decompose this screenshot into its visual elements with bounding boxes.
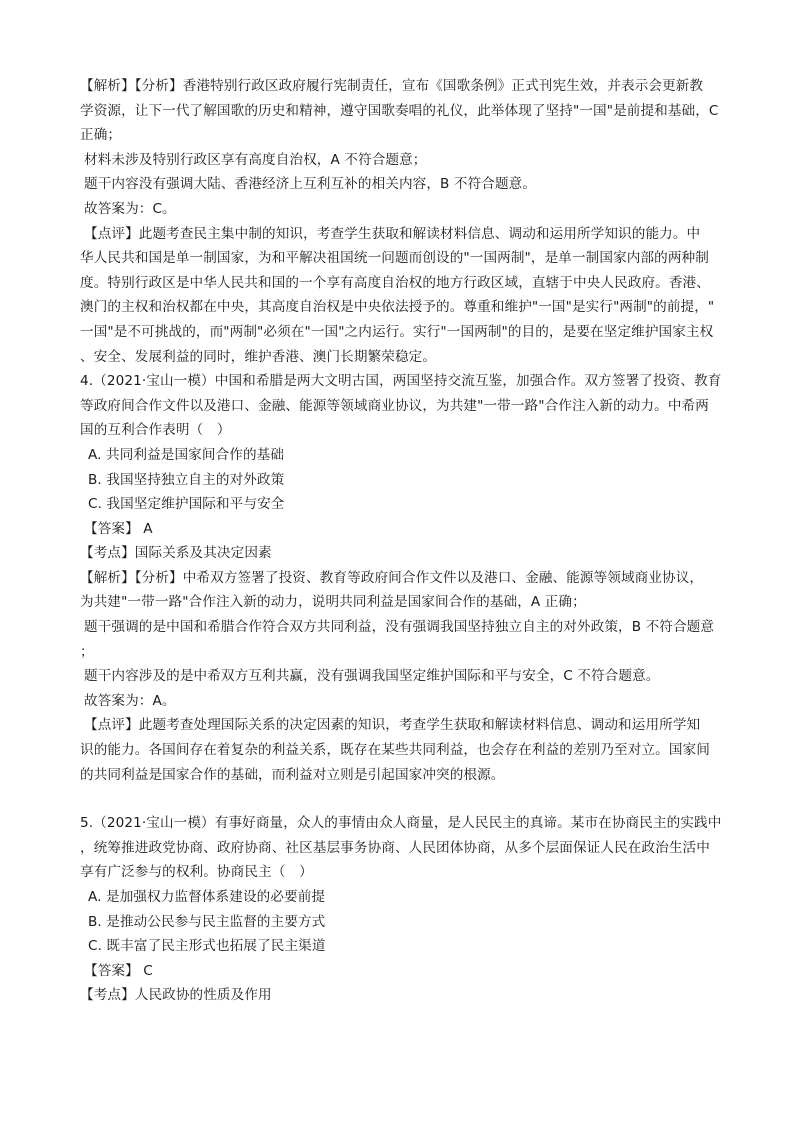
comment-line: 的共同利益是国家合作的基础，而利益对立则是引起国家冲突的根源。: [80, 766, 505, 783]
analysis-line: 学资源，让下一代了解国歌的历史和精神，遵守国歌奏唱的礼仪，此举体现了坚持"一国"是前提和基础，C: [80, 102, 719, 119]
analysis-line: 题干内容涉及的是中希双方互利共赢，没有强调我国坚定维护国际和平与安全，C 不符合题意。: [84, 668, 660, 685]
option-c: C. 我国坚定维护国际和平与安全: [88, 496, 285, 513]
option-b: B. 是推动公民参与民主监督的主要方式: [88, 913, 326, 930]
analysis-line: 为共建"一带一路"合作注入新的动力，说明共同利益是国家间合作的基础，A 正确；: [80, 594, 586, 611]
answer-summary: 故答案为：A。: [84, 692, 176, 709]
comment-line: 【点评】此题考查处理国际关系的决定因素的知识，考查学生获取和解读材料信息、调动和运用所学知: [84, 717, 701, 734]
analysis-line: 题干强调的是中国和希腊合作符合双方共同利益，没有强调我国坚持独立自主的对外政策，B 不符合题意: [84, 619, 715, 636]
comment-line: 【点评】此题考查民主集中制的知识，考查学生获取和解读材料信息、调动和运用所学知识的能力。中: [84, 225, 701, 242]
comment-line: 度。特别行政区是中华人民共和国的一个享有高度自治权的地方行政区域，直辖于中央人民政府。香港、: [80, 274, 710, 291]
option-b: B. 我国坚持独立自主的对外政策: [88, 471, 285, 488]
question-4: [80, 369, 722, 787]
kaodian-line: 【考点】国际关系及其决定因素: [80, 545, 272, 562]
question-stem: 国的互利合作表明（ ）: [80, 422, 231, 439]
question-stem: 5.（2021·宝山一模）有事好商量，众人的事情由众人商量，是人民民主的真谛。某市在协商民主的实践中: [80, 815, 722, 832]
question-stem: 等政府间合作文件以及港口、金融、能源等领域商业协议，为共建"一带一路"合作注入新的动力。中希两: [80, 397, 709, 414]
question-5: [80, 811, 722, 1008]
question-stem: ，统筹推进政党协商、政府协商、社区基层事务协商、人民团体协商，从多个层面保证人民在政治生活中: [80, 839, 710, 856]
question-stem: 4.（2021·宝山一模）中国和希腊是两大文明古国，两国坚持交流互鉴，加强合作。双方签署了投资、教育: [80, 373, 722, 390]
analysis-line: 材料未涉及特别行政区享有高度自治权，A 不符合题意；: [84, 151, 427, 168]
answer-line: 【答案】 A: [84, 520, 153, 537]
comment-line: 、安全、发展利益的同时，维护香港、澳门长期繁荣稳定。: [80, 348, 437, 365]
analysis-line: ；: [80, 643, 94, 660]
comment-line: 识的能力。各国间存在着复杂的利益关系，既存在某些共同利益，也会存在利益的差别乃至对立。国家间: [80, 742, 710, 759]
option-a: A. 是加强权力监督体系建设的必要前提: [88, 889, 326, 905]
comment-line: 一国"是不可挑战的，而"两制"必须在"一国"之内运行。实行"一国两制"的目的，是要在坚定维护国家主权: [80, 323, 714, 340]
kaodian-line: 【考点】人民政协的性质及作用: [80, 987, 272, 1004]
document-page: [80, 74, 722, 1008]
analysis-line: 题干内容没有强调大陆、香港经济上互利互补的相关内容，B 不符合题意。: [84, 176, 537, 193]
comment-line: 华人民共和国是单一制国家，为和平解决祖国统一问题而创设的"一国两制"，是单一制国家内部的两种制: [80, 250, 709, 267]
option-c: C. 既丰富了民主形式也拓展了民主渠道: [88, 938, 326, 955]
analysis-block-q3: [80, 74, 718, 369]
answer-summary: 故答案为：C。: [84, 200, 176, 217]
spacer: [80, 787, 718, 811]
analysis-line: 【解析】【分析】中希双方签署了投资、教育等政府间合作文件以及港口、金融、能源等领域商业协议，: [80, 569, 704, 586]
answer-line: 【答案】 C: [84, 962, 153, 979]
question-stem: 享有广泛参与的权利。协商民主（ ）: [80, 864, 313, 881]
analysis-line: 【解析】【分析】香港特别行政区政府履行宪制责任，宣布《国歌条例》正式刊宪生效，并表示会更新教: [80, 78, 704, 94]
comment-line: 澳门的主权和治权都在中央，其高度自治权是中央依法授予的。尊重和维护"一国"是实行"两制"的前提，": [80, 299, 715, 316]
analysis-line: 正确；: [80, 127, 122, 144]
option-a: A. 共同利益是国家间合作的基础: [88, 446, 285, 463]
